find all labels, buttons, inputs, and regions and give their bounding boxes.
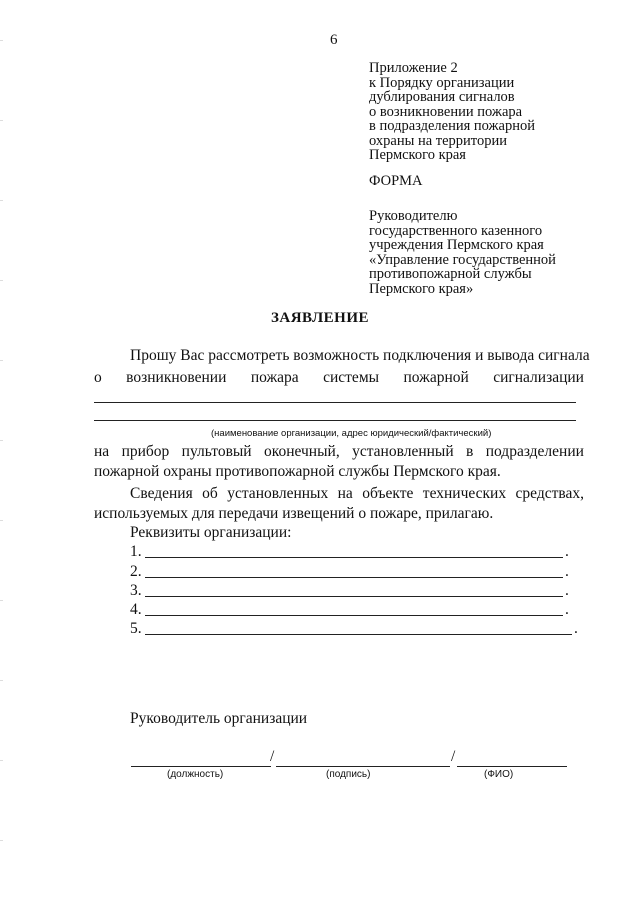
- requisite-field-5[interactable]: [145, 634, 572, 635]
- paragraph-request-line1: Прошу Вас рассмотреть возможность подключения и вывода сигнала: [130, 347, 590, 364]
- paragraph-device-line2: пожарной охраны противопожарной службы Пермского края.: [94, 463, 501, 480]
- word: установленный: [352, 443, 454, 460]
- position-field[interactable]: [131, 766, 271, 767]
- signature-separator: /: [451, 748, 456, 765]
- requisite-field-1[interactable]: [145, 557, 563, 558]
- sign-caption: (подпись): [326, 769, 371, 780]
- requisite-number: 5.: [130, 620, 142, 637]
- annex-header: [369, 61, 535, 163]
- requisite-end: .: [574, 620, 578, 637]
- requisite-number: 3.: [130, 582, 142, 599]
- word: пультовый: [181, 443, 252, 460]
- word: системы: [323, 369, 380, 386]
- requisite-end: .: [565, 601, 569, 618]
- requisite-end: .: [565, 543, 569, 560]
- full-name-field[interactable]: [457, 766, 567, 767]
- word: об: [202, 485, 218, 502]
- word: на: [94, 443, 110, 460]
- org-name-caption: (наименование организации, адрес юридический/фактический): [211, 428, 492, 439]
- page-number: 6: [330, 32, 338, 48]
- addressee-block: [369, 209, 556, 296]
- org-name-field-line1[interactable]: [94, 402, 576, 403]
- paragraph-details-line2: используемых для передачи извещений о пожаре, прилагаю.: [94, 505, 494, 522]
- word: прибор: [121, 443, 170, 460]
- annex-line: Пермского края: [369, 147, 466, 163]
- paragraph-details-line1: [130, 485, 584, 503]
- org-name-field-line2[interactable]: [94, 420, 576, 421]
- word: о: [94, 369, 102, 386]
- annex-line: дублирования сигналов: [369, 89, 515, 105]
- requisite-field-2[interactable]: [145, 577, 563, 578]
- word: Сведения: [130, 485, 193, 502]
- scan-edge-marks: [0, 0, 3, 905]
- signature-label: Руководитель организации: [130, 710, 308, 727]
- requisites-label: Реквизиты организации:: [130, 524, 292, 541]
- addressee-line: учреждения Пермского края: [369, 237, 544, 253]
- word: оконечный,: [263, 443, 340, 460]
- word: сигнализации: [493, 369, 584, 386]
- signature-separator: /: [270, 748, 275, 765]
- annex-line: Приложение 2: [369, 60, 458, 76]
- paragraph-request-line2: [94, 369, 584, 387]
- annex-line: в подразделения пожарной: [369, 118, 536, 134]
- word: пожарной: [403, 369, 469, 386]
- requisite-number: 2.: [130, 563, 142, 580]
- word: установленных: [227, 485, 329, 502]
- annex-line: охраны на территории: [369, 132, 507, 149]
- addressee-line: государственного казенного: [369, 222, 543, 239]
- document-title: ЗАЯВЛЕНИЕ: [270, 310, 370, 326]
- word: подразделении: [485, 443, 584, 460]
- annex-line: о возникновении пожара: [369, 103, 523, 120]
- requisite-number: 4.: [130, 601, 142, 618]
- requisite-field-3[interactable]: [145, 596, 563, 597]
- requisite-end: .: [565, 563, 569, 580]
- word: на: [337, 485, 353, 502]
- addressee-line: противопожарной службы: [369, 266, 532, 282]
- requisite-end: .: [565, 582, 569, 599]
- addressee-line: «Управление государственной: [369, 251, 556, 268]
- word: объекте: [362, 485, 414, 502]
- full-name-caption: (ФИО): [484, 769, 514, 780]
- form-label: ФОРМА: [369, 173, 423, 189]
- requisite-number: 1.: [130, 543, 142, 560]
- word: в: [466, 443, 474, 460]
- addressee-line: Пермского края»: [369, 280, 474, 297]
- requisite-field-4[interactable]: [145, 615, 563, 616]
- position-caption: (должность): [167, 769, 224, 780]
- paragraph-device-line1: [94, 443, 584, 461]
- sign-field[interactable]: [276, 766, 450, 767]
- word: средствах,: [515, 485, 584, 502]
- word: технических: [422, 485, 507, 502]
- word: пожара: [250, 369, 299, 386]
- word: возникновении: [126, 369, 227, 386]
- addressee-line: Руководителю: [369, 208, 458, 224]
- annex-line: к Порядку организации: [369, 74, 515, 91]
